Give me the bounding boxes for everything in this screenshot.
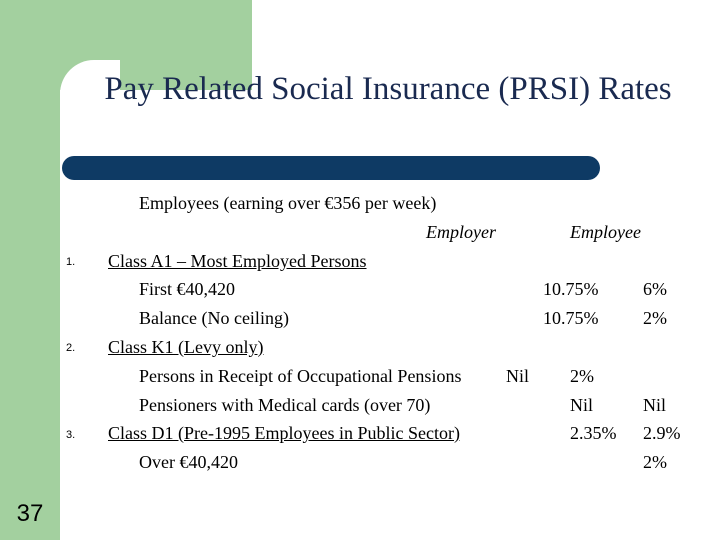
row-label: First €40,420 (139, 279, 236, 299)
row-label: Over €40,420 (139, 452, 238, 472)
employer-rate: 10.75% (543, 279, 599, 299)
inline-rate: Nil (506, 366, 530, 386)
employer-rate: 2.35% (570, 423, 617, 443)
row-label: Pensioners with Medical cards (over 70) (139, 395, 431, 415)
decor-green-left (0, 0, 60, 540)
employee-rate: 6% (643, 279, 667, 299)
row-label: Balance (No ceiling) (139, 308, 289, 328)
employee-rate: 2% (643, 452, 667, 472)
list-number: 3. (66, 429, 76, 441)
intro-text: Employees (earning over €356 per week) (139, 193, 437, 213)
employer-rate: Nil (570, 395, 594, 415)
class-a1-label: Class A1 – Most Employed Persons (108, 251, 367, 271)
list-number: 2. (66, 342, 76, 354)
employee-rate: Nil (643, 395, 667, 415)
row-label: Persons in Receipt of Occupational Pensions (139, 366, 462, 386)
list-number: 1. (66, 256, 76, 268)
employee-rate: 2% (570, 366, 594, 386)
slide-title: Pay Related Social Insurance (PRSI) Rates (104, 71, 672, 107)
employee-header: Employee (570, 222, 641, 242)
title-underline-bar (62, 156, 600, 180)
employer-rate: 10.75% (543, 308, 599, 328)
employee-rate: 2.9% (643, 423, 681, 443)
employee-rate: 2% (643, 308, 667, 328)
class-d1-label: Class D1 (Pre-1995 Employees in Public Sector) (108, 423, 460, 443)
slide-number: 37 (16, 500, 44, 527)
class-k1-label: Class K1 (Levy only) (108, 337, 264, 357)
employer-header: Employer (426, 222, 496, 242)
